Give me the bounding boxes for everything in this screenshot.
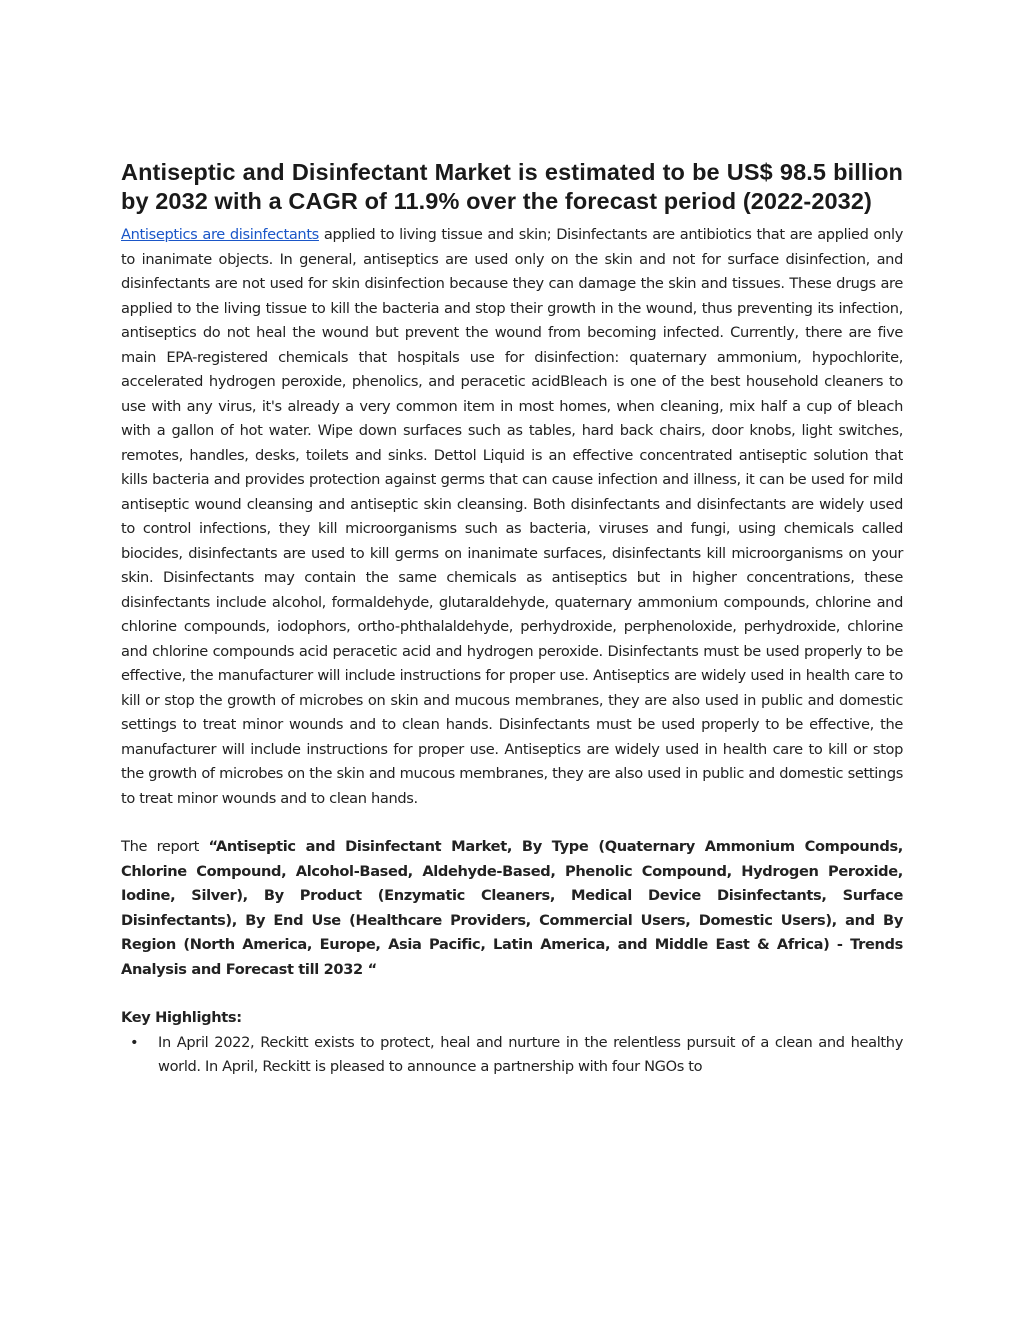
report-title: “Antiseptic and Disinfectant Market, By Type (Quaternary Ammonium Compounds, Chlorine Compound, Alcohol-Based, Aldehyde-Based, Phenolic Compound, Hydrogen Peroxide, Iodine, Silver), By Product (Enzymatic Cleaners, Medical Device Disinfectants, Surface Disinfectants), By End Use (Healthcare Providers, Commercial Users, Domestic Users), and By Region (North America, Europe, Asia Pacific, Latin America, and Middle East & Africa) - Trends Analysis and Forecast till 2032 “ bbox=[121, 838, 903, 978]
bullet-icon: • bbox=[130, 1033, 139, 1051]
key-highlights-list bbox=[121, 1031, 903, 1080]
list-item bbox=[121, 1031, 903, 1080]
highlight-text: In April 2022, Reckitt exists to protect, heal and nurture in the relentless pursuit of a clean and healthy world. In April, Reckitt is pleased to announce a partnership with four NGOs to bbox=[158, 1033, 903, 1075]
intro-paragraph-text: applied to living tissue and skin; Disinfectants are antibiotics that are applied only to inanimate objects. In general, antiseptics are used only on the skin and not for surface disinfection, and disinfectants are not used for skin disinfection because they can damage the skin and tissues. These drugs are applied to the living tissue to kill the bacteria and stop their growth in the wound, thus preventing its infection, antiseptics do not heal the wound but prevent the wound from becoming infected. Currently, there are five main EPA-registered chemicals that hospitals use for disinfection: quaternary ammonium, hypochlorite, accelerated hydrogen peroxide, phenolics, and peracetic acidBleach is one of the best household cleaners to use with any virus, it's already a very common item in most homes, when cleaning, mix half a cup of bleach with a gallon of hot water. Wipe down surfaces such as tables, hard back chairs, door knobs, light switches, remotes, handles, desks, toilets and sinks. Dettol Liquid is an effective concentrated antiseptic solution that kills bacteria and provides protection against germs that can cause infection and illness, it can be used for mild antiseptic wound cleansing and antiseptic skin cleansing. Both disinfectants and disinfectants are widely used to control infections, they kill microorganisms such as bacteria, viruses and fungi, using chemicals called biocides, disinfectants are used to kill germs on inanimate surfaces, disinfectants kill microorganisms on your skin. Disinfectants may contain the same chemicals as antiseptics but in higher concentrations, these disinfectants include alcohol, formaldehyde, glutaraldehyde, quaternary ammonium compounds, chlorine and chlorine compounds, iodophors, ortho-phthalaldehyde, perhydroxide, perphenoloxide, perhydroxide, chlorine and chlorine compounds acid peracetic acid and hydrogen peroxide. Disinfectants must be used properly to be effective, the manufacturer will include instructions for proper use. Antiseptics are widely used in health care to kill or stop the growth of microbes on skin and mucous membranes, they are also used in public and domestic settings to treat minor wounds and to clean hands. Disinfectants must be used properly to be effective, the manufacturer will include instructions for proper use. Antiseptics are widely used in health care to kill or stop the growth of microbes on the skin and mucous membranes, they are also used in public and domestic settings to treat minor wounds and to clean hands. bbox=[121, 226, 904, 807]
document-title: Antiseptic and Disinfectant Market is estimated to be US$ 98.5 billion by 2032 with a CAGR of 11.9% over the forecast period (2022-2032) bbox=[121, 159, 903, 214]
document-page bbox=[121, 158, 903, 1080]
antiseptics-link[interactable]: Antiseptics are disinfectants bbox=[121, 226, 319, 243]
report-paragraph bbox=[121, 835, 903, 982]
intro-paragraph bbox=[121, 223, 903, 811]
report-prefix: The report bbox=[121, 838, 209, 855]
key-highlights-heading: Key Highlights: bbox=[121, 1009, 242, 1026]
